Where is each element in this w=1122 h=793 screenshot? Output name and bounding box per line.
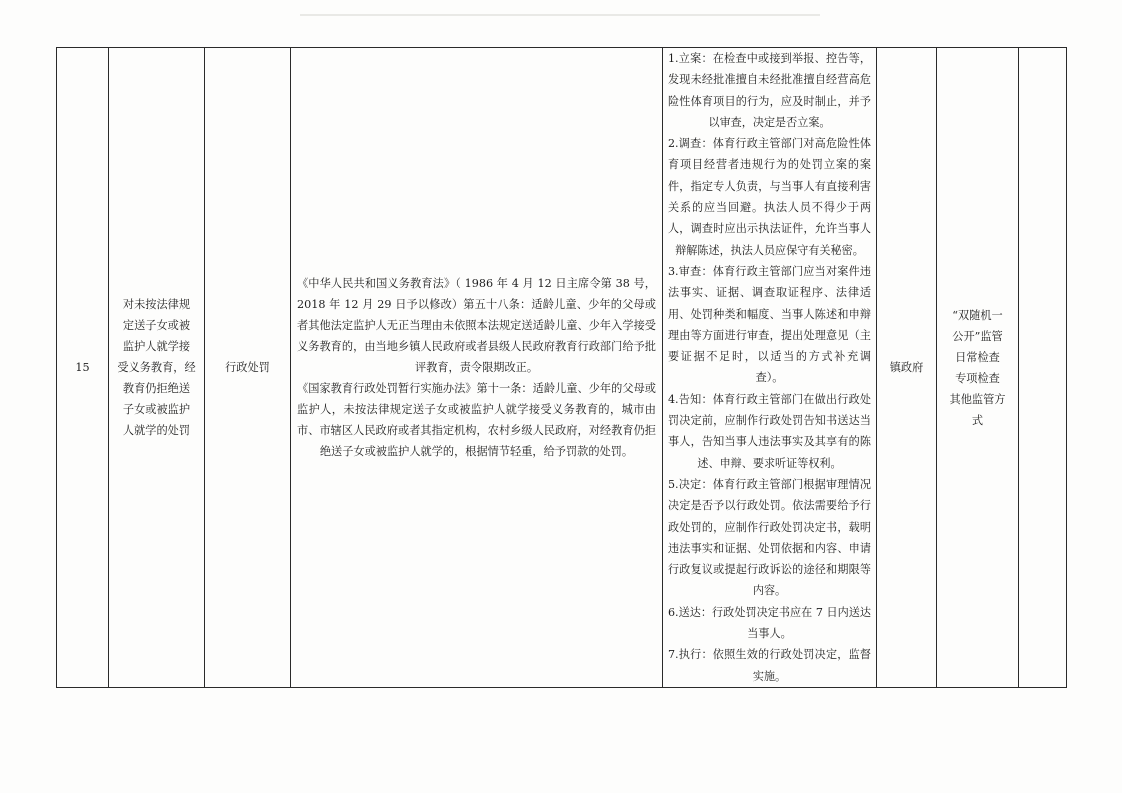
procedure-step: 6.送达：行政处罚决定书应在 7 日内送达当事人。 bbox=[668, 605, 871, 641]
item-name-line: 监护人就学接 bbox=[122, 340, 191, 353]
procedure-step: 3.审查：体育行政主管部门应当对案件违法事实、证据、调查取证程序、法律适用、处罚种类和幅度、当事人陈述和申辩理由等方面进行审查，提出处理意见（主要证据不足时，以适当的方式补充调查）。 bbox=[668, 264, 871, 385]
table-row bbox=[57, 48, 1067, 688]
item-name-cell bbox=[109, 48, 205, 688]
item-name-line: 定送子女或被 bbox=[122, 319, 191, 332]
item-name-line: 对未按法律规 bbox=[122, 298, 191, 311]
remark-cell bbox=[1019, 48, 1067, 688]
responsible-subject: 镇政府 bbox=[889, 361, 924, 374]
item-name-line: 子女或被监护 bbox=[122, 403, 191, 416]
item-name-line: 教育仍拒绝送 bbox=[122, 382, 191, 395]
row-number: 15 bbox=[75, 361, 90, 374]
procedure-step: 1.立案：在检查中或接到举报、控告等，发现未经批准擅自未经批准擅自经营高危险性体育项目的行为，应及时制止，并予以审查，决定是否立案。 bbox=[668, 52, 871, 129]
item-name-line: 人就学的处罚 bbox=[122, 424, 191, 437]
supervision-method-line: 式 bbox=[971, 413, 984, 427]
procedure-step: 4.告知：体育行政主管部门在做出行政处罚决定前，应制作行政处罚告知书送达当事人，告知当事人违法事实及其享有的陈述、申辩、要求听证等权利。 bbox=[668, 392, 871, 470]
legal-basis-cell bbox=[291, 48, 663, 688]
procedure-step: 2.调查：体育行政主管部门对高危险性体育项目经营者违规行为的处罚立案的案件，指定专人负责，与当事人有直接利害关系的应当回避。执法人员不得少于两人，调查时应出示执法证件，允许当事人辩解陈述，执法人员应保守有关秘密。 bbox=[668, 137, 871, 257]
procedure-cell bbox=[663, 48, 877, 688]
item-name-line: 受义务教育，经 bbox=[117, 361, 196, 374]
legal-basis-paragraph: 《国家教育行政处罚暂行实施办法》第十一条：适龄儿童、少年的父母或监护人，未按法律规定送子女或被监护人就学接受义务教育的，城市由市、市辖区人民政府或者其指定机构，农村乡级人民政府，对经教育仍拒绝送子女或被监护人就学的，根据情节轻重，给予罚款的处罚。 bbox=[297, 382, 656, 458]
responsible-subject-cell bbox=[877, 48, 937, 688]
supervision-method-line: 日常检查 bbox=[955, 350, 1000, 364]
supervision-method-line: 公开”监管 bbox=[952, 329, 1003, 343]
row-number-cell bbox=[57, 48, 109, 688]
legal-basis-paragraph: 《中华人民共和国义务教育法》（ 1986 年 4 月 12 日主席令第 38 号，2018 年 12 月 29 日予以修改）第五十八条：适龄儿童、少年的父母或者其他法定监护人无正当理由未依照本法规定送适龄儿童、少年入学接受义务教育的，由当地乡镇人民政府或者县级人民政府教育行政部门给予批评教育，责令限期改正。 bbox=[297, 277, 656, 374]
supervision-method-line: 专项检查 bbox=[955, 371, 1000, 385]
power-type-cell bbox=[205, 48, 291, 688]
scan-smudge bbox=[300, 14, 820, 16]
power-type: 行政处罚 bbox=[225, 361, 270, 374]
procedure-step: 7.执行：依照生效的行政处罚决定，监督实施。 bbox=[668, 648, 871, 683]
procedure-step: 5.决定：体育行政主管部门根据审理情况决定是否予以行政处罚。依法需要给予行政处罚的，应制作行政处罚决定书，载明违法事实和证据、处罚依据和内容、申请行政复议或提起行政诉讼的途径和期限等内容。 bbox=[668, 477, 871, 598]
supervision-method-cell bbox=[937, 48, 1019, 688]
supervision-method-line: 其他监管方 bbox=[949, 392, 1006, 406]
supervision-method-line: “双随机一 bbox=[952, 308, 1003, 322]
responsibility-table bbox=[56, 47, 1067, 688]
